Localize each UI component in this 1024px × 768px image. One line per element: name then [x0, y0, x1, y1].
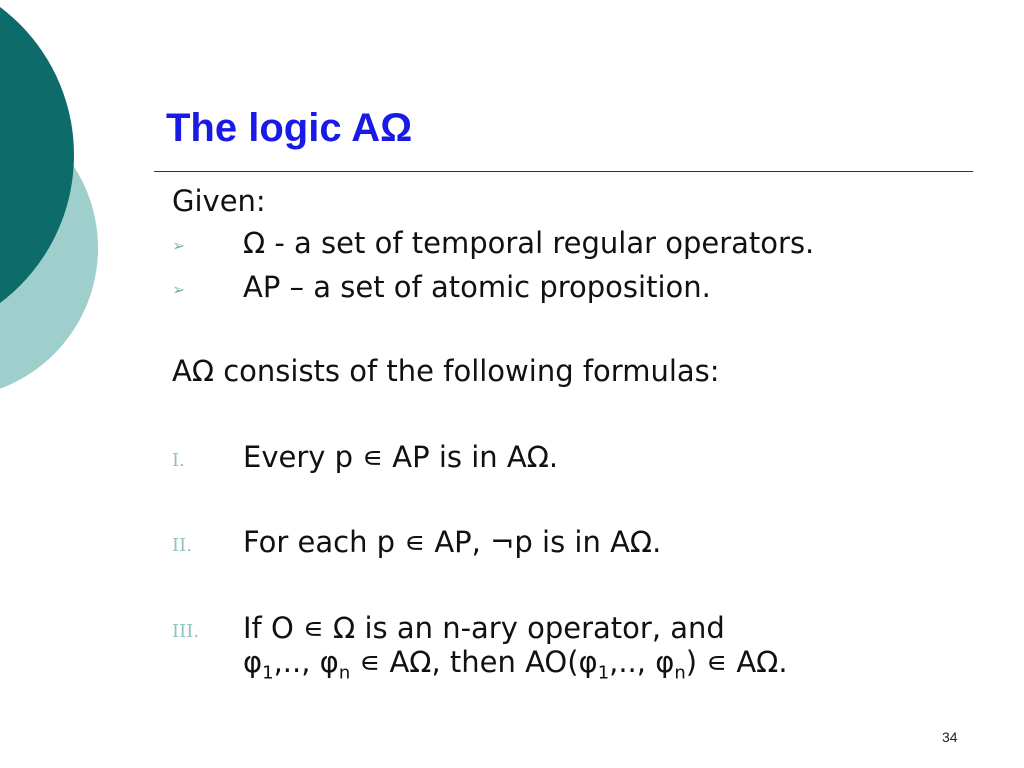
roman-numeral: I.	[172, 450, 185, 471]
page-number: 34	[942, 729, 958, 745]
arrow-bullet-icon: ➢	[172, 236, 186, 255]
numbered-item-text: Every p ∊ AP is in AΩ.	[243, 440, 559, 474]
roman-numeral: III.	[172, 621, 200, 642]
title-divider	[154, 171, 973, 172]
formula-line-1: If O ∊ Ω is an n-ary operator, and	[243, 611, 725, 645]
bullet-text: Ω - a set of temporal regular operators.	[243, 226, 815, 260]
consists-text: AΩ consists of the following formulas:	[172, 354, 720, 388]
given-label: Given:	[172, 184, 266, 218]
roman-numeral: II.	[172, 535, 192, 556]
formula-line-2: $\varphi_1$,.., $\varphi_n$ ∊ AΩ, then $AO(\varphi_1$,.., $\varphi_n$) ∊ AΩ.	[243, 645, 788, 684]
numbered-item-text	[243, 611, 788, 690]
arrow-bullet-icon: ➢	[172, 280, 186, 299]
slide-title: The logic AΩ	[166, 106, 413, 150]
numbered-item-text: For each p ∊ AP, ¬p is in AΩ.	[243, 525, 662, 559]
bullet-text: AP – a set of atomic proposition.	[243, 270, 711, 304]
